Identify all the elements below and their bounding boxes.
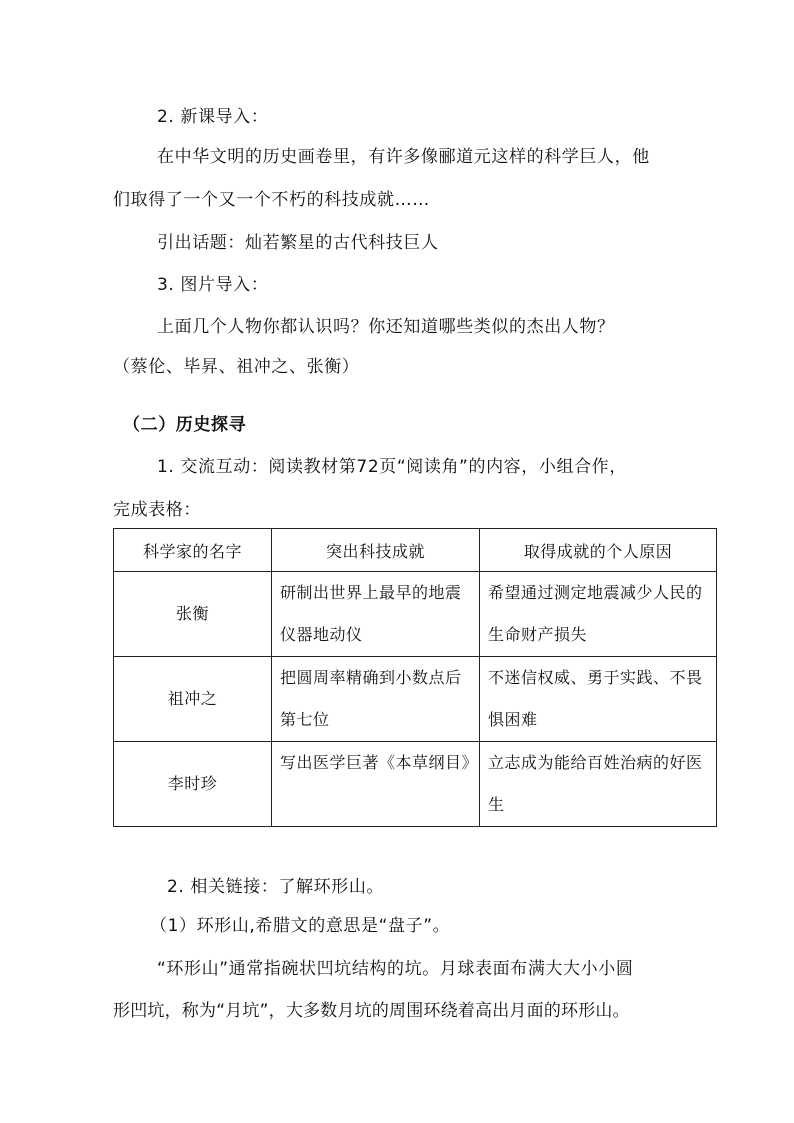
- table-header-row: [114, 529, 717, 572]
- table-row: [114, 572, 717, 657]
- achievement-cell: 研制出世界上最早的地震仪器地动仪: [272, 572, 480, 657]
- scientist-name: 祖冲之: [114, 657, 272, 742]
- reason-cell: 立志成为能给百姓治病的好医生: [480, 742, 717, 827]
- task-line1: 1. 交流互动：阅读教材第72页“阅读角”的内容，小组合作，: [157, 457, 627, 477]
- new-lesson-paragraph-line2: 们取得了一个又一个不朽的科技成就……: [113, 190, 430, 210]
- scientist-table: [113, 528, 717, 827]
- header-name: 科学家的名字: [114, 529, 272, 572]
- table-row: [114, 742, 717, 827]
- link-item1: （1）环形山,希腊文的意思是“盘子”。: [150, 916, 451, 936]
- related-link-heading: 2. 相关链接：了解环形山。: [167, 877, 385, 897]
- task-line2: 完成表格：: [113, 500, 201, 520]
- history-section-heading: （二）历史探寻: [123, 415, 247, 435]
- scientist-name: 张衡: [114, 572, 272, 657]
- topic-line: 引出话题：灿若繁星的古代科技巨人: [157, 233, 439, 253]
- reason-cell: 希望通过测定地震减少人民的生命财产损失: [480, 572, 717, 657]
- header-achievement: 突出科技成就: [272, 529, 480, 572]
- new-lesson-paragraph-line1: 在中华文明的历史画卷里，有许多像郦道元这样的科学巨人，他: [157, 147, 650, 167]
- picture-answer: （蔡伦、毕昇、祖冲之、张衡）: [113, 357, 360, 377]
- achievement-cell: 写出医学巨著《本草纲目》: [272, 742, 480, 827]
- picture-intro-heading: 3. 图片导入：: [157, 275, 269, 295]
- link-paragraph-line1: “环形山”通常指碗状凹坑结构的坑。月球表面布满大大小小圆: [157, 959, 634, 979]
- header-reason: 取得成就的个人原因: [480, 529, 717, 572]
- reason-cell: 不迷信权威、勇于实践、不畏惧困难: [480, 657, 717, 742]
- achievement-cell: 把圆周率精确到小数点后第七位: [272, 657, 480, 742]
- new-lesson-heading: 2. 新课导入：: [157, 107, 269, 127]
- link-paragraph-line2: 形凹坑，称为“月坑”，大多数月坑的周围环绕着高出月面的环形山。: [113, 1001, 630, 1021]
- picture-question: 上面几个人物你都认识吗？你还知道哪些类似的杰出人物？: [157, 317, 615, 337]
- table-row: [114, 657, 717, 742]
- scientist-name: 李时珍: [114, 742, 272, 827]
